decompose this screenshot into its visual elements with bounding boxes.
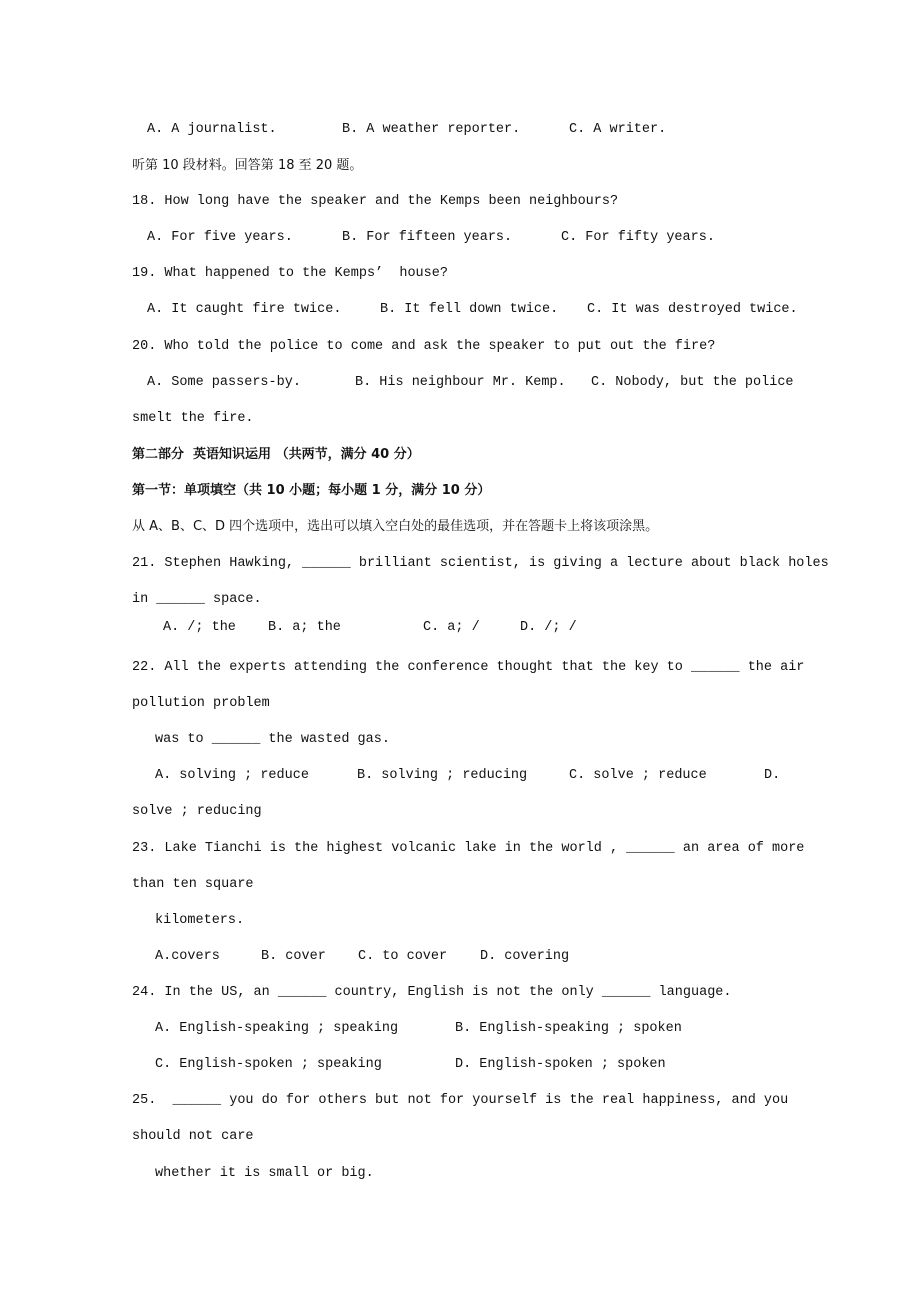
option: A. /; the [163, 620, 236, 635]
option: D. English-spoken ; spoken [455, 1057, 666, 1072]
option: B. English-speaking ; spoken [455, 1021, 682, 1036]
option: B. It fell down twice. [380, 302, 559, 317]
q17-options [0, 120, 920, 140]
option: C. to cover [358, 949, 448, 964]
option: A. English-speaking ; speaking [155, 1021, 399, 1036]
question-stem: whether it is small or big. [155, 1166, 374, 1181]
option: A.covers [155, 949, 220, 964]
question-stem: was to ______ the wasted gas. [155, 732, 390, 747]
q23-options [0, 947, 920, 967]
question-stem: 18. How long have the speaker and the Kemps been neighbours? [132, 194, 619, 209]
question-stem: in ______ space. [132, 592, 262, 607]
q24-options [0, 1019, 920, 1039]
option: D. /; / [520, 620, 577, 635]
section-heading: 第一节：单项填空（共 10 小题；每小题 1 分，满分 10 分） [132, 483, 491, 498]
q18-options [0, 228, 920, 248]
option: C. Nobody, but the police [591, 375, 794, 390]
option: A. solving ; reduce [155, 768, 309, 783]
question-stem: 22. All the experts attending the conference thought that the key to ______ the air [132, 660, 805, 675]
option: C. solve ; reduce [569, 768, 707, 783]
option: D. covering [480, 949, 570, 964]
option: B. A weather reporter. [342, 122, 521, 137]
question-stem: should not care [132, 1129, 254, 1144]
question-stem: 25. ______ you do for others but not for yourself is the real happiness, and you [132, 1093, 789, 1108]
option: B. His neighbour Mr. Kemp. [355, 375, 566, 390]
option: C. English-spoken ; speaking [155, 1057, 382, 1072]
option: A. It caught fire twice. [147, 302, 342, 317]
instructions: 从 A、B、C、D 四个选项中，选出可以填入空白处的最佳选项，并在答题卡上将该项涂黑。 [132, 519, 659, 534]
q22-options [0, 766, 920, 786]
option: B. solving ; reducing [357, 768, 528, 783]
option: B. a; the [268, 620, 341, 635]
option: C. a; / [423, 620, 480, 635]
question-stem: 21. Stephen Hawking, ______ brilliant scientist, is giving a lecture about black holes [132, 556, 829, 571]
option: C. For fifty years. [561, 230, 715, 245]
question-stem: 24. In the US, an ______ country, English is not the only ______ language. [132, 985, 732, 1000]
option-continuation: solve ; reducing [132, 804, 262, 819]
question-stem: kilometers. [155, 913, 245, 928]
option: C. A writer. [569, 122, 667, 137]
q19-options [0, 300, 920, 320]
part-heading: 第二部分 英语知识运用 （共两节，满分 40 分） [132, 447, 420, 462]
question-stem: than ten square [132, 877, 254, 892]
question-stem: 20. Who told the police to come and ask the speaker to put out the fire? [132, 339, 716, 354]
option-continuation: smelt the fire. [132, 411, 254, 426]
option: B. For fifteen years. [342, 230, 513, 245]
q21-options [0, 618, 920, 638]
q24-options [0, 1055, 920, 1075]
question-stem: 19. What happened to the Kemps’ house? [132, 266, 448, 281]
option: D. [764, 768, 781, 783]
option: C. It was destroyed twice. [587, 302, 798, 317]
option: A. For five years. [147, 230, 293, 245]
q20-options [0, 373, 920, 393]
option: A. A journalist. [147, 122, 277, 137]
listening-intro: 听第 10 段材料。回答第 18 至 20 题。 [132, 158, 363, 173]
option: A. Some passers-by. [147, 375, 301, 390]
option: B. cover [261, 949, 326, 964]
question-stem: 23. Lake Tianchi is the highest volcanic lake in the world , ______ an area of more [132, 841, 805, 856]
question-stem: pollution problem [132, 696, 270, 711]
